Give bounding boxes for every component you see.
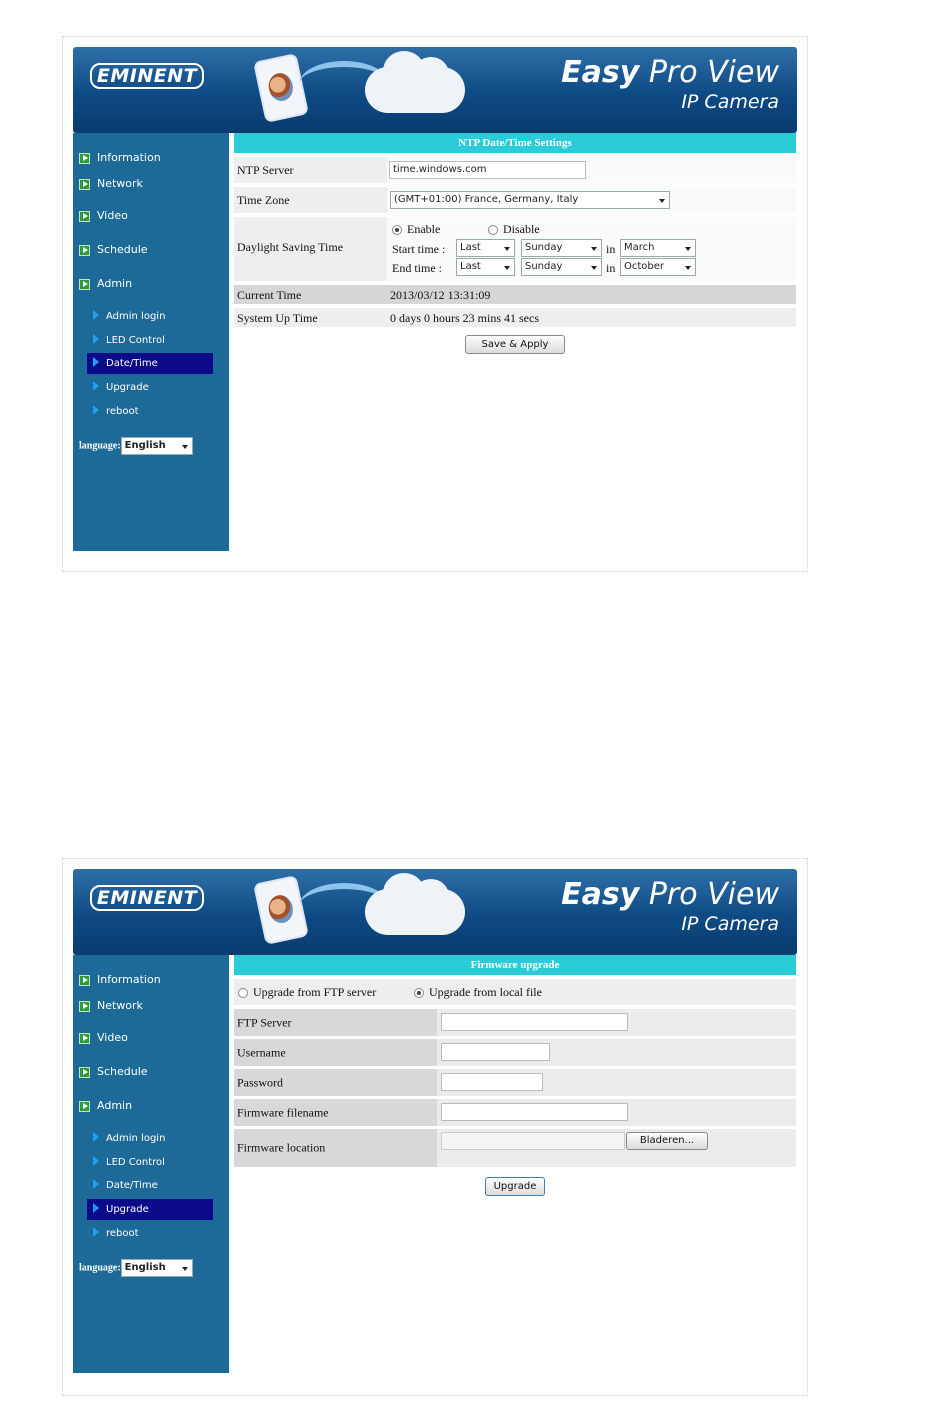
password-input[interactable] <box>441 1073 543 1091</box>
language-row <box>79 1259 193 1277</box>
uptime-value: 0 days 0 hours 23 mins 41 secs <box>390 311 539 325</box>
sidebar <box>73 133 229 551</box>
firmware-panel <box>234 955 796 1192</box>
ntp-panel <box>234 133 796 350</box>
arrow-icon <box>79 211 90 222</box>
disable-radio[interactable] <box>488 225 498 235</box>
start-day-select[interactable]: Sunday <box>521 239 602 257</box>
ftp-server-label: FTP Server <box>237 1015 292 1029</box>
arrow-icon <box>79 1033 90 1044</box>
in-label: in <box>606 242 616 256</box>
end-week-select[interactable]: Last <box>456 258 515 276</box>
cloud-icon <box>365 889 465 935</box>
ntp-server-label: NTP Server <box>237 163 294 177</box>
arrow-icon <box>79 153 90 164</box>
time-zone-row <box>234 187 796 213</box>
dst-row <box>234 217 796 281</box>
sidebar-sub-upgrade[interactable]: Upgrade <box>87 377 213 398</box>
end-month-select[interactable]: October <box>620 258 696 276</box>
play-icon <box>92 405 100 415</box>
firmware-filename-row <box>234 1099 796 1126</box>
ntp-server-input[interactable]: time.windows.com <box>389 161 586 179</box>
screenshot-firmware-upgrade <box>62 858 808 1396</box>
upgrade-source-row <box>234 979 796 1005</box>
ftp-server-input[interactable] <box>441 1013 628 1031</box>
firmware-file-input[interactable] <box>441 1132 625 1150</box>
username-label: Username <box>237 1045 286 1059</box>
sidebar-sub-admin-login[interactable]: Admin login <box>87 1128 213 1149</box>
firmware-filename-input[interactable] <box>441 1103 628 1121</box>
sidebar-item-information[interactable]: Information <box>79 973 161 986</box>
eminent-logo: EMINENT <box>90 63 204 89</box>
eminent-logo: EMINENT <box>90 885 204 911</box>
start-time-label: Start time : <box>392 242 446 256</box>
language-label: language: <box>79 440 121 452</box>
sidebar-sub-admin-login[interactable]: Admin login <box>87 306 213 327</box>
current-time-row <box>234 285 796 304</box>
header-banner <box>73 47 797 133</box>
sidebar-sub-reboot[interactable]: reboot <box>87 1223 213 1244</box>
panel-header: NTP Date/Time Settings <box>234 133 796 153</box>
username-row <box>234 1039 796 1066</box>
local-radio[interactable] <box>414 988 424 998</box>
upgrade-button[interactable]: Upgrade <box>485 1177 545 1196</box>
ftp-radio[interactable] <box>238 988 248 998</box>
play-icon <box>92 1132 100 1142</box>
firmware-location-row <box>234 1129 796 1167</box>
dst-label: Daylight Saving Time <box>237 240 344 254</box>
sidebar-sub-upgrade[interactable]: Upgrade <box>87 1199 213 1220</box>
time-zone-label: Time Zone <box>237 193 290 207</box>
play-icon <box>92 1156 100 1166</box>
sidebar-item-video[interactable]: Video <box>79 209 128 222</box>
sidebar-item-network[interactable]: Network <box>79 177 143 190</box>
sidebar-sub-reboot[interactable]: reboot <box>87 401 213 422</box>
brand-subtitle: IP Camera <box>681 91 779 113</box>
play-icon <box>92 357 100 367</box>
sidebar-item-information[interactable]: Information <box>79 151 161 164</box>
sidebar-sub-date-time[interactable]: Date/Time <box>87 1175 213 1196</box>
current-time-value: 2013/03/12 13:31:09 <box>390 288 491 302</box>
play-icon <box>92 1179 100 1189</box>
panel-header: Firmware upgrade <box>234 955 796 975</box>
time-zone-select[interactable]: (GMT+01:00) France, Germany, Italy <box>390 191 670 209</box>
arrow-icon <box>79 975 90 986</box>
brand-title: Easy Pro View <box>561 877 779 912</box>
uptime-label: System Up Time <box>237 311 318 325</box>
enable-radio[interactable] <box>392 225 402 235</box>
dst-enable-option[interactable]: Enable <box>392 222 440 237</box>
uptime-row <box>234 308 796 327</box>
brand-title: Easy Pro View <box>561 55 779 90</box>
upgrade-ftp-option[interactable]: Upgrade from FTP server <box>238 985 376 1000</box>
language-select[interactable]: English <box>121 1259 193 1277</box>
current-time-label: Current Time <box>237 288 302 302</box>
header-banner <box>73 869 797 955</box>
sidebar-sub-led-control[interactable]: LED Control <box>87 330 213 351</box>
password-label: Password <box>237 1075 284 1089</box>
sidebar-item-admin[interactable]: Admin <box>79 1099 132 1112</box>
firmware-location-label: Firmware location <box>237 1140 326 1155</box>
play-icon <box>92 1227 100 1237</box>
sidebar-item-video[interactable]: Video <box>79 1031 128 1044</box>
ntp-server-row <box>234 157 796 183</box>
sidebar-item-network[interactable]: Network <box>79 999 143 1012</box>
language-label: language: <box>79 1262 121 1274</box>
sidebar-sub-led-control[interactable]: LED Control <box>87 1152 213 1173</box>
sidebar-item-schedule[interactable]: Schedule <box>79 1065 148 1078</box>
arrow-icon <box>79 245 90 256</box>
end-time-label: End time : <box>392 261 442 275</box>
arrow-icon <box>79 1001 90 1012</box>
play-icon <box>92 381 100 391</box>
start-month-select[interactable]: March <box>620 239 696 257</box>
username-input[interactable] <box>441 1043 550 1061</box>
screenshot-datetime <box>62 36 808 572</box>
play-icon <box>92 310 100 320</box>
play-icon <box>92 334 100 344</box>
in-label: in <box>606 261 616 275</box>
arrow-icon <box>79 279 90 290</box>
save-apply-button[interactable]: Save & Apply <box>465 335 565 354</box>
browse-button[interactable]: Bladeren... <box>626 1132 708 1150</box>
play-icon <box>92 1203 100 1213</box>
arrow-icon <box>79 1067 90 1078</box>
sidebar-sub-date-time[interactable]: Date/Time <box>87 353 213 374</box>
arrow-icon <box>79 1101 90 1112</box>
language-row <box>79 437 193 455</box>
sidebar <box>73 955 229 1373</box>
dst-disable-option[interactable]: Disable <box>488 222 540 237</box>
start-week-select[interactable]: Last <box>456 239 515 257</box>
upgrade-local-option[interactable]: Upgrade from local file <box>414 985 542 1000</box>
firmware-filename-label: Firmware filename <box>237 1105 329 1119</box>
language-select[interactable]: English <box>121 437 193 455</box>
sidebar-item-admin[interactable]: Admin <box>79 277 132 290</box>
brand-subtitle: IP Camera <box>681 913 779 935</box>
ftp-server-row <box>234 1009 796 1036</box>
password-row <box>234 1069 796 1096</box>
sidebar-item-schedule[interactable]: Schedule <box>79 243 148 256</box>
arrow-icon <box>79 179 90 190</box>
cloud-icon <box>365 67 465 113</box>
end-day-select[interactable]: Sunday <box>521 258 602 276</box>
